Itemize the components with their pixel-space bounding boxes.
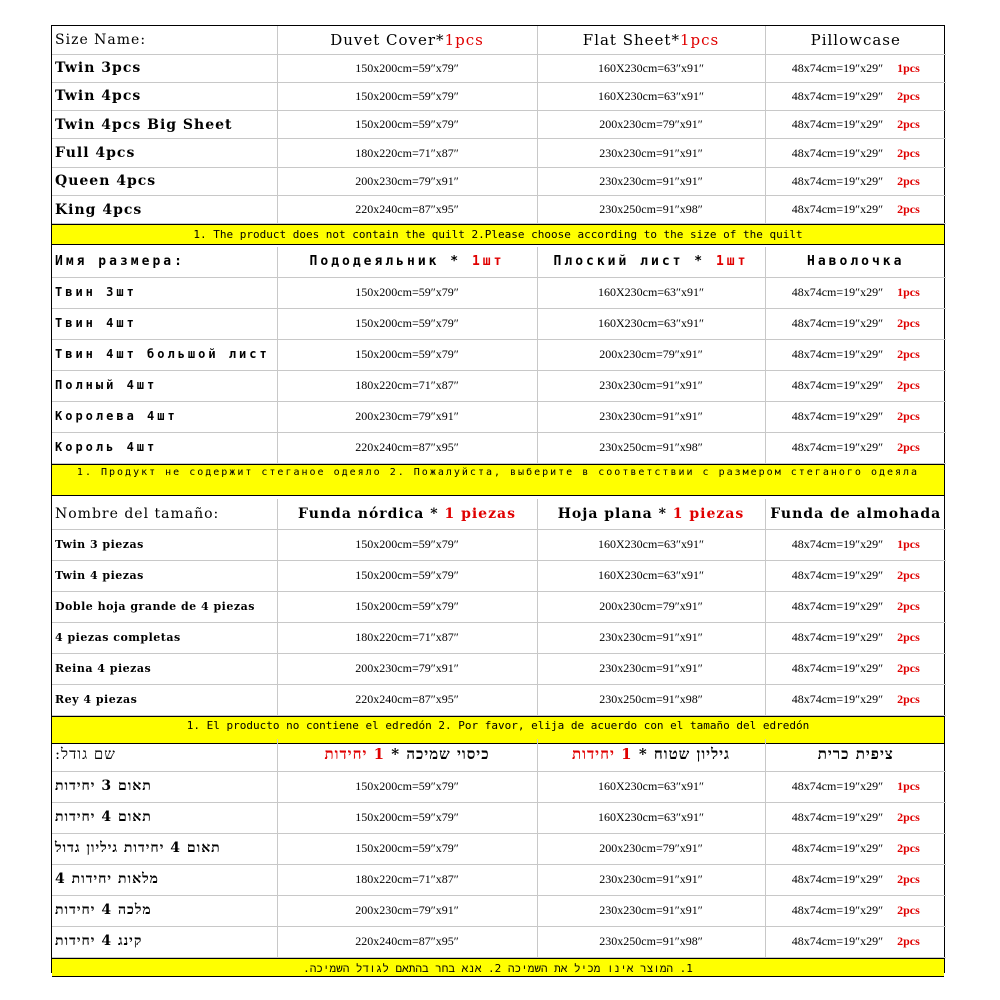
- duvet-size: 150x200cm=59″x79″: [277, 529, 537, 560]
- pillowcase-size: 48x74cm=19″x29″: [791, 692, 884, 706]
- pillowcase-cell: [765, 111, 946, 139]
- pillowcase-cell: [765, 54, 946, 82]
- duvet-cover-qty: 1шт: [471, 254, 505, 270]
- pillowcase-qty: 2pcs: [897, 903, 920, 917]
- pillowcase-size: 48x74cm=19″x29″: [791, 903, 884, 917]
- sheet-size: 230x230cm=91″x91″: [537, 864, 765, 895]
- flat-sheet-label: Flat Sheet*: [582, 30, 680, 49]
- pillowcase-size: 48x74cm=19″x29″: [791, 145, 884, 160]
- sheet-size: 160X230cm=63″x91″: [537, 802, 765, 833]
- table-row: [52, 802, 946, 833]
- duvet-cover-label: כיסוי שמיכה *: [385, 745, 490, 764]
- duvet-size: 150x200cm=59″x79″: [277, 339, 537, 370]
- table-row: [52, 195, 946, 223]
- size-name-header: Size Name:: [52, 26, 277, 54]
- duvet-cover-header: [277, 247, 537, 277]
- duvet-size: 150x200cm=59″x79″: [277, 277, 537, 308]
- sheet-size: 160X230cm=63″x91″: [537, 771, 765, 802]
- pillowcase-qty: 2pcs: [897, 810, 920, 824]
- duvet-size: 150x200cm=59″x79″: [277, 111, 537, 139]
- pillowcase-qty: 2pcs: [897, 409, 920, 423]
- pillowcase-qty: 2pcs: [897, 872, 920, 886]
- pillowcase-size: 48x74cm=19″x29″: [791, 568, 884, 582]
- pillowcase-size: 48x74cm=19″x29″: [791, 841, 884, 855]
- pillowcase-qty: 2pcs: [897, 568, 920, 582]
- sheet-size: 160X230cm=63″x91″: [537, 277, 765, 308]
- size-name: תאום 3 יחידות: [52, 771, 277, 802]
- size-table: [52, 739, 946, 958]
- sheet-size: 160X230cm=63″x91″: [537, 560, 765, 591]
- product-note: 1. המוצר אינו מכיל את השמיכה 2. אנא בחר בהתאם לגודל השמיכה.: [52, 958, 944, 977]
- duvet-cover-qty: 1 piezas: [444, 505, 516, 522]
- pillowcase-cell: [765, 529, 946, 560]
- pillowcase-cell: [765, 370, 946, 401]
- sheet-size: 230x250cm=91″x98″: [537, 684, 765, 715]
- duvet-size: 150x200cm=59″x79″: [277, 560, 537, 591]
- pillowcase-qty: 2pcs: [897, 88, 920, 103]
- pillowcase-cell: [765, 432, 946, 463]
- pillowcase-qty: 2pcs: [897, 630, 920, 644]
- flat-sheet-qty: 1 יחידות: [571, 745, 633, 764]
- pillowcase-size: 48x74cm=19″x29″: [791, 934, 884, 948]
- duvet-size: 200x230cm=79″x91″: [277, 653, 537, 684]
- sheet-size: 200x230cm=79″x91″: [537, 339, 765, 370]
- pillowcase-cell: [765, 684, 946, 715]
- pillowcase-qty: 2pcs: [897, 440, 920, 454]
- size-name: Twin 4pcs Big Sheet: [52, 111, 277, 139]
- size-name: Твин 4шт большой лист: [52, 339, 277, 370]
- size-table: [52, 499, 946, 716]
- size-name: Twin 3 piezas: [52, 529, 277, 560]
- pillowcase-qty: 2pcs: [897, 202, 920, 217]
- size-name: Queen 4pcs: [52, 167, 277, 195]
- table-row: [52, 653, 946, 684]
- table-row: [52, 622, 946, 653]
- duvet-cover-qty: 1pcs: [444, 30, 484, 49]
- pillowcase-header: ציפית כרית: [765, 739, 946, 771]
- pillowcase-cell: [765, 653, 946, 684]
- size-name: Король 4шт: [52, 432, 277, 463]
- pillowcase-size: 48x74cm=19″x29″: [791, 378, 884, 392]
- table-row: [52, 308, 946, 339]
- size-section-en: [52, 26, 944, 245]
- sheet-size: 160X230cm=63″x91″: [537, 54, 765, 82]
- header-row: [52, 499, 946, 529]
- sheet-size: 230x230cm=91″x91″: [537, 895, 765, 926]
- pillowcase-size: 48x74cm=19″x29″: [791, 202, 884, 217]
- flat-sheet-qty: 1 piezas: [672, 505, 745, 522]
- table-row: [52, 432, 946, 463]
- pillowcase-qty: 2pcs: [897, 316, 920, 330]
- sheet-size: 160X230cm=63″x91″: [537, 529, 765, 560]
- pillowcase-qty: 1pcs: [897, 60, 920, 75]
- size-name: Полный 4шт: [52, 370, 277, 401]
- pillowcase-qty: 2pcs: [897, 692, 920, 706]
- pillowcase-cell: [765, 339, 946, 370]
- size-name: תאום 4 יחידות: [52, 802, 277, 833]
- size-table: [52, 247, 946, 464]
- pillowcase-header: Наволочка: [765, 247, 946, 277]
- pillowcase-qty: 2pcs: [897, 117, 920, 132]
- sheet-size: 230x250cm=91″x98″: [537, 195, 765, 223]
- pillowcase-size: 48x74cm=19″x29″: [791, 88, 884, 103]
- duvet-cover-header: [277, 26, 537, 54]
- sheet-size: 200x230cm=79″x91″: [537, 111, 765, 139]
- product-note: 1. Продукт не содержит стеганое одеяло 2. Пожалуйста, выберите в соответствии с размером стеганого одеяла: [52, 464, 944, 496]
- pillowcase-qty: 2pcs: [897, 661, 920, 675]
- pillowcase-qty: 2pcs: [897, 347, 920, 361]
- sheet-size: 230x250cm=91″x98″: [537, 926, 765, 957]
- duvet-size: 180x220cm=71″x87″: [277, 622, 537, 653]
- pillowcase-cell: [765, 864, 946, 895]
- pillowcase-size: 48x74cm=19″x29″: [791, 599, 884, 613]
- flat-sheet-qty: 1pcs: [679, 30, 720, 49]
- flat-sheet-header: [537, 247, 765, 277]
- sheet-size: 230x230cm=91″x91″: [537, 401, 765, 432]
- flat-sheet-header: [537, 739, 765, 771]
- duvet-size: 220x240cm=87″x95″: [277, 926, 537, 957]
- pillowcase-size: 48x74cm=19″x29″: [791, 440, 884, 454]
- size-name-header: Имя размера:: [52, 247, 277, 277]
- pillowcase-size: 48x74cm=19″x29″: [791, 60, 884, 75]
- table-row: [52, 529, 946, 560]
- size-table: [52, 26, 946, 224]
- size-name: Twin 4 piezas: [52, 560, 277, 591]
- size-name: King 4pcs: [52, 195, 277, 223]
- pillowcase-size: 48x74cm=19″x29″: [791, 316, 884, 330]
- sheet-size: 160X230cm=63″x91″: [537, 308, 765, 339]
- pillowcase-header: Funda de almohada: [765, 499, 946, 529]
- duvet-size: 220x240cm=87″x95″: [277, 684, 537, 715]
- pillowcase-qty: 1pcs: [897, 537, 920, 551]
- flat-sheet-label: Hoja plana *: [557, 505, 673, 522]
- table-row: [52, 895, 946, 926]
- size-section-ru: [52, 247, 944, 496]
- sheet-size: 230x230cm=91″x91″: [537, 139, 765, 167]
- header-row: [52, 247, 946, 277]
- size-name: Doble hoja grande de 4 piezas: [52, 591, 277, 622]
- duvet-size: 180x220cm=71″x87″: [277, 139, 537, 167]
- table-row: [52, 684, 946, 715]
- header-row: [52, 26, 946, 54]
- pillowcase-qty: 2pcs: [897, 599, 920, 613]
- size-name-header: שם גודל:: [52, 739, 277, 771]
- pillowcase-cell: [765, 622, 946, 653]
- table-row: [52, 833, 946, 864]
- table-row: [52, 401, 946, 432]
- pillowcase-cell: [765, 833, 946, 864]
- duvet-cover-header: [277, 739, 537, 771]
- flat-sheet-header: [537, 26, 765, 54]
- pillowcase-size: 48x74cm=19″x29″: [791, 661, 884, 675]
- size-name: Reina 4 piezas: [52, 653, 277, 684]
- pillowcase-cell: [765, 895, 946, 926]
- size-name: 4 piezas completas: [52, 622, 277, 653]
- pillowcase-qty: 1pcs: [897, 779, 920, 793]
- size-name: Твин 3шт: [52, 277, 277, 308]
- pillowcase-size: 48x74cm=19″x29″: [791, 285, 884, 299]
- sheet-size: 230x230cm=91″x91″: [537, 370, 765, 401]
- pillowcase-cell: [765, 771, 946, 802]
- table-row: [52, 167, 946, 195]
- pillowcase-size: 48x74cm=19″x29″: [791, 810, 884, 824]
- flat-sheet-label: גיליון שטוח *: [632, 745, 730, 764]
- sheet-size: 200x230cm=79″x91″: [537, 591, 765, 622]
- duvet-size: 220x240cm=87″x95″: [277, 432, 537, 463]
- table-row: [52, 82, 946, 110]
- pillowcase-header: Pillowcase: [765, 26, 946, 54]
- size-chart: [51, 25, 945, 973]
- size-name: Твин 4шт: [52, 308, 277, 339]
- duvet-size: 150x200cm=59″x79″: [277, 771, 537, 802]
- pillowcase-cell: [765, 167, 946, 195]
- pillowcase-qty: 2pcs: [897, 173, 920, 188]
- sheet-size: 160X230cm=63″x91″: [537, 82, 765, 110]
- pillowcase-qty: 2pcs: [897, 378, 920, 392]
- table-row: [52, 370, 946, 401]
- duvet-cover-qty: 1 יחידות: [324, 745, 386, 764]
- duvet-size: 180x220cm=71″x87″: [277, 370, 537, 401]
- pillowcase-qty: 1pcs: [897, 285, 920, 299]
- flat-sheet-label: Плоский лист *: [553, 254, 716, 270]
- size-section-he: [52, 739, 944, 977]
- size-section-es: [52, 499, 944, 744]
- size-name: Королева 4шт: [52, 401, 277, 432]
- duvet-size: 150x200cm=59″x79″: [277, 308, 537, 339]
- table-row: [52, 339, 946, 370]
- pillowcase-cell: [765, 139, 946, 167]
- duvet-size: 200x230cm=79″x91″: [277, 895, 537, 926]
- size-name: קינג 4 יחידות: [52, 926, 277, 957]
- size-name: Full 4pcs: [52, 139, 277, 167]
- duvet-size: 220x240cm=87″x95″: [277, 195, 537, 223]
- duvet-size: 150x200cm=59″x79″: [277, 54, 537, 82]
- pillowcase-cell: [765, 195, 946, 223]
- flat-sheet-header: [537, 499, 765, 529]
- size-name-header: Nombre del tamaño:: [52, 499, 277, 529]
- pillowcase-qty: 2pcs: [897, 934, 920, 948]
- table-row: [52, 771, 946, 802]
- pillowcase-size: 48x74cm=19″x29″: [791, 630, 884, 644]
- pillowcase-cell: [765, 277, 946, 308]
- duvet-size: 180x220cm=71″x87″: [277, 864, 537, 895]
- pillowcase-size: 48x74cm=19″x29″: [791, 117, 884, 132]
- pillowcase-cell: [765, 401, 946, 432]
- product-note: 1. El producto no contiene el edredón 2. Por favor, elija de acuerdo con el tamaño del edredón: [52, 716, 944, 744]
- size-name: Rey 4 piezas: [52, 684, 277, 715]
- pillowcase-qty: 2pcs: [897, 841, 920, 855]
- table-row: [52, 926, 946, 957]
- duvet-size: 150x200cm=59″x79″: [277, 591, 537, 622]
- pillowcase-cell: [765, 591, 946, 622]
- size-name: תאום 4 יחידות גיליון גדול: [52, 833, 277, 864]
- sheet-size: 200x230cm=79″x91″: [537, 833, 765, 864]
- pillowcase-cell: [765, 308, 946, 339]
- duvet-cover-label: Funda nórdica *: [298, 505, 445, 522]
- pillowcase-size: 48x74cm=19″x29″: [791, 779, 884, 793]
- table-row: [52, 591, 946, 622]
- size-name: Twin 4pcs: [52, 82, 277, 110]
- table-row: [52, 864, 946, 895]
- table-row: [52, 54, 946, 82]
- pillowcase-size: 48x74cm=19″x29″: [791, 872, 884, 886]
- pillowcase-cell: [765, 802, 946, 833]
- table-row: [52, 111, 946, 139]
- pillowcase-size: 48x74cm=19″x29″: [791, 173, 884, 188]
- duvet-size: 150x200cm=59″x79″: [277, 802, 537, 833]
- duvet-size: 150x200cm=59″x79″: [277, 833, 537, 864]
- pillowcase-size: 48x74cm=19″x29″: [791, 347, 884, 361]
- flat-sheet-qty: 1шт: [715, 254, 749, 270]
- duvet-size: 150x200cm=59″x79″: [277, 82, 537, 110]
- size-name: מלאות יחידות 4: [52, 864, 277, 895]
- size-name: מלכה 4 יחידות: [52, 895, 277, 926]
- pillowcase-size: 48x74cm=19″x29″: [791, 409, 884, 423]
- duvet-cover-header: [277, 499, 537, 529]
- duvet-size: 200x230cm=79″x91″: [277, 401, 537, 432]
- table-row: [52, 560, 946, 591]
- pillowcase-qty: 2pcs: [897, 145, 920, 160]
- sheet-size: 230x230cm=91″x91″: [537, 653, 765, 684]
- pillowcase-cell: [765, 560, 946, 591]
- size-name: Twin 3pcs: [52, 54, 277, 82]
- table-row: [52, 139, 946, 167]
- pillowcase-cell: [765, 926, 946, 957]
- sheet-size: 230x230cm=91″x91″: [537, 167, 765, 195]
- table-row: [52, 277, 946, 308]
- pillowcase-size: 48x74cm=19″x29″: [791, 537, 884, 551]
- duvet-size: 200x230cm=79″x91″: [277, 167, 537, 195]
- sheet-size: 230x230cm=91″x91″: [537, 622, 765, 653]
- duvet-cover-label: Пододеяльник *: [309, 254, 472, 270]
- sheet-size: 230x250cm=91″x98″: [537, 432, 765, 463]
- product-note: 1. The product does not contain the quilt 2.Please choose according to the size of the quilt: [52, 224, 944, 245]
- duvet-cover-label: Duvet Cover*: [330, 30, 445, 49]
- header-row: [52, 739, 946, 771]
- pillowcase-cell: [765, 82, 946, 110]
